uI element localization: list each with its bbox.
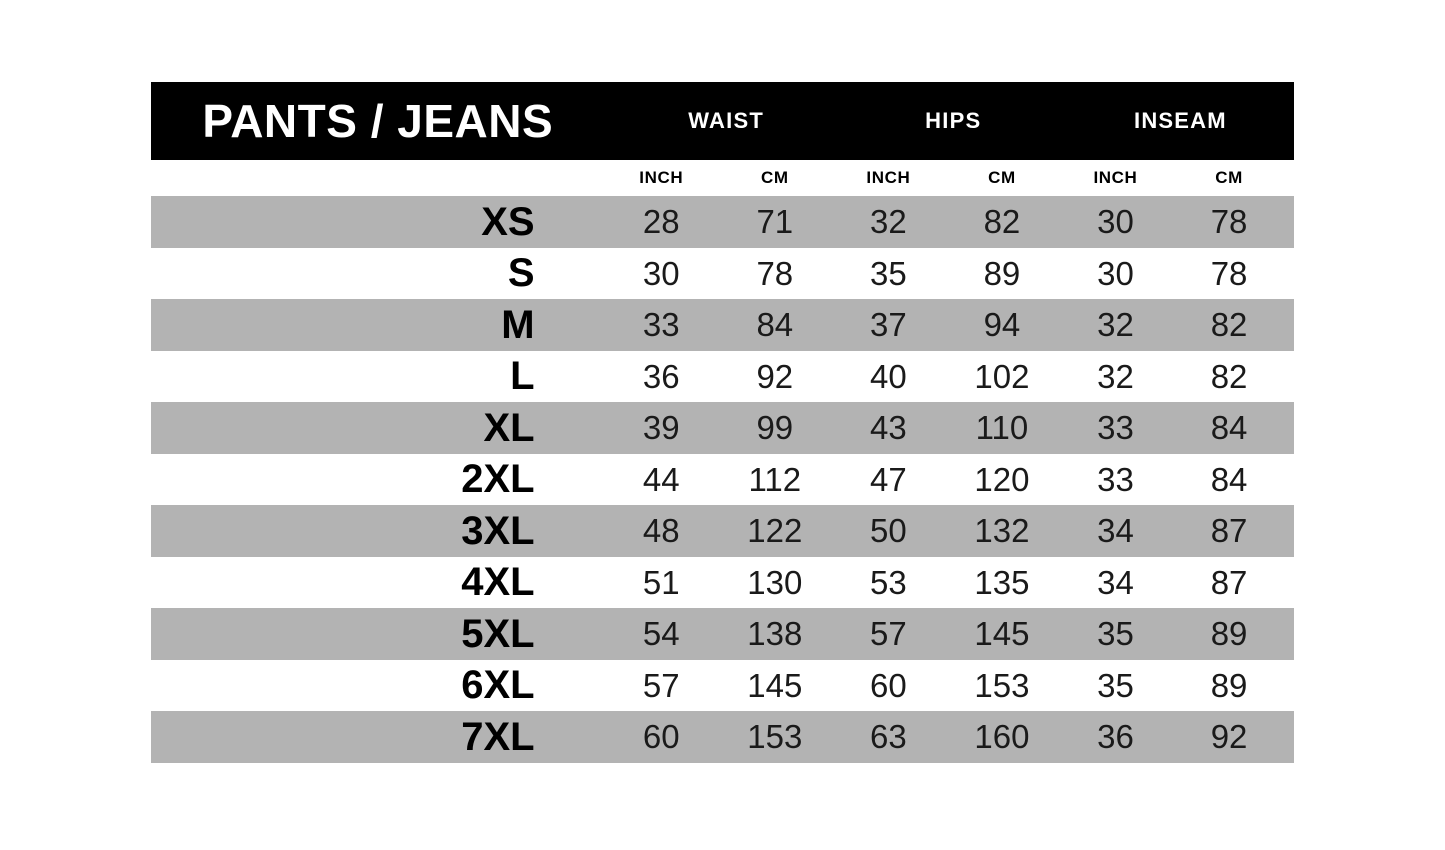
cell-hips-cm: 160 <box>937 711 1067 763</box>
cell-waist-cm: 130 <box>710 557 840 609</box>
cell-inseam-cm: 89 <box>1164 660 1294 712</box>
cell-inseam-inch: 36 <box>1067 711 1164 763</box>
cell-waist-cm: 78 <box>710 248 840 300</box>
group-header-inseam: INSEAM <box>1067 82 1294 160</box>
cell-hips-inch: 53 <box>840 557 937 609</box>
cell-hips-cm: 82 <box>937 196 1067 248</box>
cell-hips-cm: 102 <box>937 351 1067 403</box>
cell-waist-inch: 39 <box>613 402 710 454</box>
cell-inseam-cm: 84 <box>1164 402 1294 454</box>
size-chart-table <box>151 82 1294 763</box>
cell-hips-inch: 37 <box>840 299 937 351</box>
cell-inseam-inch: 30 <box>1067 248 1164 300</box>
table-header-band <box>151 82 1294 160</box>
cell-inseam-inch: 34 <box>1067 505 1164 557</box>
chart-title: PANTS / JEANS <box>151 82 613 160</box>
table-row <box>151 196 1294 248</box>
size-label: 3XL <box>151 505 613 557</box>
cell-hips-cm: 135 <box>937 557 1067 609</box>
cell-hips-cm: 94 <box>937 299 1067 351</box>
cell-inseam-inch: 35 <box>1067 608 1164 660</box>
unit-header-hips-cm: CM <box>988 168 1016 187</box>
cell-inseam-inch: 33 <box>1067 402 1164 454</box>
table-row <box>151 402 1294 454</box>
cell-waist-cm: 122 <box>710 505 840 557</box>
size-label: 4XL <box>151 557 613 609</box>
cell-inseam-inch: 35 <box>1067 660 1164 712</box>
cell-hips-inch: 50 <box>840 505 937 557</box>
cell-inseam-inch: 32 <box>1067 351 1164 403</box>
group-header-waist: WAIST <box>613 82 840 160</box>
cell-hips-inch: 43 <box>840 402 937 454</box>
size-label: M <box>151 299 613 351</box>
cell-waist-inch: 36 <box>613 351 710 403</box>
cell-waist-inch: 33 <box>613 299 710 351</box>
cell-hips-inch: 35 <box>840 248 937 300</box>
cell-waist-cm: 145 <box>710 660 840 712</box>
cell-hips-inch: 57 <box>840 608 937 660</box>
cell-waist-inch: 60 <box>613 711 710 763</box>
table-row <box>151 711 1294 763</box>
cell-hips-cm: 132 <box>937 505 1067 557</box>
cell-waist-inch: 48 <box>613 505 710 557</box>
cell-waist-cm: 99 <box>710 402 840 454</box>
cell-waist-inch: 54 <box>613 608 710 660</box>
table-row <box>151 454 1294 506</box>
cell-inseam-cm: 82 <box>1164 351 1294 403</box>
cell-hips-inch: 47 <box>840 454 937 506</box>
cell-inseam-cm: 92 <box>1164 711 1294 763</box>
cell-waist-cm: 92 <box>710 351 840 403</box>
cell-hips-cm: 120 <box>937 454 1067 506</box>
size-label: S <box>151 248 613 300</box>
unit-header-inseam-inch: INCH <box>1093 168 1138 187</box>
cell-waist-cm: 71 <box>710 196 840 248</box>
cell-inseam-inch: 34 <box>1067 557 1164 609</box>
unit-header-waist-inch: INCH <box>639 168 684 187</box>
cell-waist-inch: 51 <box>613 557 710 609</box>
unit-header-spacer <box>151 160 613 196</box>
size-label: 7XL <box>151 711 613 763</box>
cell-inseam-inch: 33 <box>1067 454 1164 506</box>
cell-waist-cm: 153 <box>710 711 840 763</box>
cell-hips-cm: 110 <box>937 402 1067 454</box>
cell-hips-cm: 153 <box>937 660 1067 712</box>
cell-hips-cm: 145 <box>937 608 1067 660</box>
cell-hips-inch: 60 <box>840 660 937 712</box>
cell-inseam-cm: 78 <box>1164 248 1294 300</box>
cell-hips-cm: 89 <box>937 248 1067 300</box>
cell-waist-inch: 30 <box>613 248 710 300</box>
cell-waist-inch: 28 <box>613 196 710 248</box>
cell-waist-cm: 84 <box>710 299 840 351</box>
cell-waist-cm: 138 <box>710 608 840 660</box>
size-label: XS <box>151 196 613 248</box>
cell-waist-inch: 57 <box>613 660 710 712</box>
table-row <box>151 557 1294 609</box>
table-row <box>151 505 1294 557</box>
cell-hips-inch: 32 <box>840 196 937 248</box>
size-label: 5XL <box>151 608 613 660</box>
cell-inseam-cm: 87 <box>1164 505 1294 557</box>
size-chart-container <box>151 82 1294 763</box>
table-row <box>151 248 1294 300</box>
unit-header-hips-inch: INCH <box>866 168 911 187</box>
unit-header-row <box>151 160 1294 196</box>
cell-inseam-cm: 89 <box>1164 608 1294 660</box>
size-label: XL <box>151 402 613 454</box>
table-row <box>151 299 1294 351</box>
cell-inseam-cm: 78 <box>1164 196 1294 248</box>
cell-inseam-inch: 32 <box>1067 299 1164 351</box>
table-row <box>151 660 1294 712</box>
table-row <box>151 351 1294 403</box>
cell-waist-inch: 44 <box>613 454 710 506</box>
group-header-hips: HIPS <box>840 82 1067 160</box>
size-label: L <box>151 351 613 403</box>
cell-hips-inch: 63 <box>840 711 937 763</box>
cell-waist-cm: 112 <box>710 454 840 506</box>
cell-inseam-cm: 82 <box>1164 299 1294 351</box>
cell-inseam-cm: 84 <box>1164 454 1294 506</box>
cell-inseam-inch: 30 <box>1067 196 1164 248</box>
cell-inseam-cm: 87 <box>1164 557 1294 609</box>
table-row <box>151 608 1294 660</box>
unit-header-waist-cm: CM <box>760 168 789 187</box>
cell-hips-inch: 40 <box>840 351 937 403</box>
size-label: 6XL <box>151 660 613 712</box>
unit-header-inseam-cm: CM <box>1215 168 1243 187</box>
size-label: 2XL <box>151 454 613 506</box>
